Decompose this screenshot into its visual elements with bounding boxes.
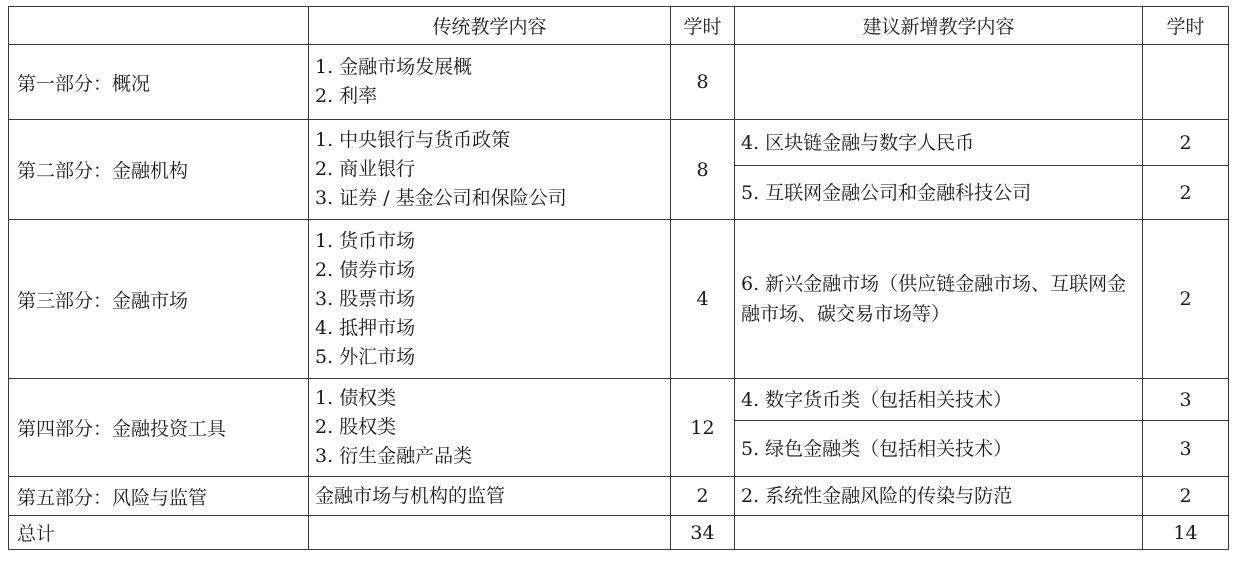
total-traditional-cell (309, 516, 671, 550)
table-row (9, 120, 1229, 166)
traditional-content-cell (309, 45, 671, 120)
new-hours-cell: 2 (1143, 220, 1229, 379)
hours-cell: 4 (671, 220, 735, 379)
new-content-item: 5. 绿色金融类（包括相关技术） (741, 437, 1013, 460)
content-item: 1. 金融市场发展概 (315, 56, 473, 78)
table-row (9, 477, 1229, 516)
content-item: 2. 债券市场 (315, 258, 416, 281)
content-item: 2. 商业银行 (315, 158, 416, 180)
part-cell: 第三部分：金融市场 (9, 220, 309, 379)
traditional-content-cell (309, 220, 671, 379)
hours-cell: 8 (671, 45, 735, 120)
new-content-cell (735, 220, 1143, 379)
new-hours-cell: 3 (1143, 421, 1229, 477)
content-item: 3. 衍生金融产品类 (315, 445, 473, 467)
total-hours-traditional: 34 (671, 516, 735, 550)
new-content-item: 4. 数字货币类（包括相关技术） (741, 388, 1013, 411)
part-cell: 第二部分：金融机构 (9, 120, 309, 220)
content-item: 2. 股权类 (315, 416, 397, 438)
new-content-cell (735, 477, 1143, 516)
new-content-cell (735, 379, 1143, 421)
total-new-content-cell (735, 516, 1143, 550)
header-new-content: 建议新增教学内容 (735, 7, 1143, 45)
part-cell: 第一部分：概况 (9, 45, 309, 120)
content-item: 金融市场与机构的监管 (315, 485, 506, 507)
new-hours-cell: 2 (1143, 166, 1229, 220)
total-row (9, 516, 1229, 550)
new-content-item: 5. 互联网金融公司和金融科技公司 (741, 181, 1032, 204)
total-hours-new: 14 (1143, 516, 1229, 550)
hours-cell: 12 (671, 379, 735, 477)
table-row (9, 379, 1229, 421)
new-hours-cell: 2 (1143, 477, 1229, 516)
traditional-content-cell (309, 477, 671, 516)
traditional-content-cell (309, 120, 671, 220)
content-item: 1. 债权类 (315, 387, 397, 409)
new-content-item: 6. 新兴金融市场（供应链金融市场、互联网金融市场、碳交易市场等） (741, 273, 1127, 325)
new-content-item: 4. 区块链金融与数字人民币 (741, 131, 975, 154)
content-item: 2. 利率 (315, 85, 378, 107)
content-item: 1. 中央银行与货币政策 (315, 129, 511, 151)
new-hours-cell (1143, 45, 1229, 120)
content-item: 3. 证券 / 基金公司和保险公司 (315, 187, 567, 209)
part-cell: 第四部分：金融投资工具 (9, 379, 309, 477)
new-content-cell (735, 120, 1143, 166)
new-hours-cell: 2 (1143, 120, 1229, 166)
content-item: 4. 抵押市场 (315, 316, 416, 339)
table-row (9, 220, 1229, 379)
content-item: 1. 货币市场 (315, 229, 416, 252)
new-content-cell (735, 45, 1143, 120)
content-item: 3. 股票市场 (315, 287, 416, 310)
new-content-cell (735, 421, 1143, 477)
header-hours-traditional: 学时 (671, 7, 735, 45)
hours-cell: 2 (671, 477, 735, 516)
new-content-cell (735, 166, 1143, 220)
total-label: 总计 (9, 516, 309, 550)
new-content-item: 2. 系统性金融风险的传染与防范 (741, 485, 1013, 507)
hours-cell: 8 (671, 120, 735, 220)
part-cell: 第五部分：风险与监管 (9, 477, 309, 516)
header-hours-new: 学时 (1143, 7, 1229, 45)
header-part (9, 7, 309, 45)
traditional-content-cell (309, 379, 671, 477)
new-hours-cell: 3 (1143, 379, 1229, 421)
content-item: 5. 外汇市场 (315, 345, 416, 368)
table-row (9, 45, 1229, 120)
curriculum-table (8, 6, 1229, 550)
header-traditional-content: 传统教学内容 (309, 7, 671, 45)
header-row (9, 7, 1229, 45)
